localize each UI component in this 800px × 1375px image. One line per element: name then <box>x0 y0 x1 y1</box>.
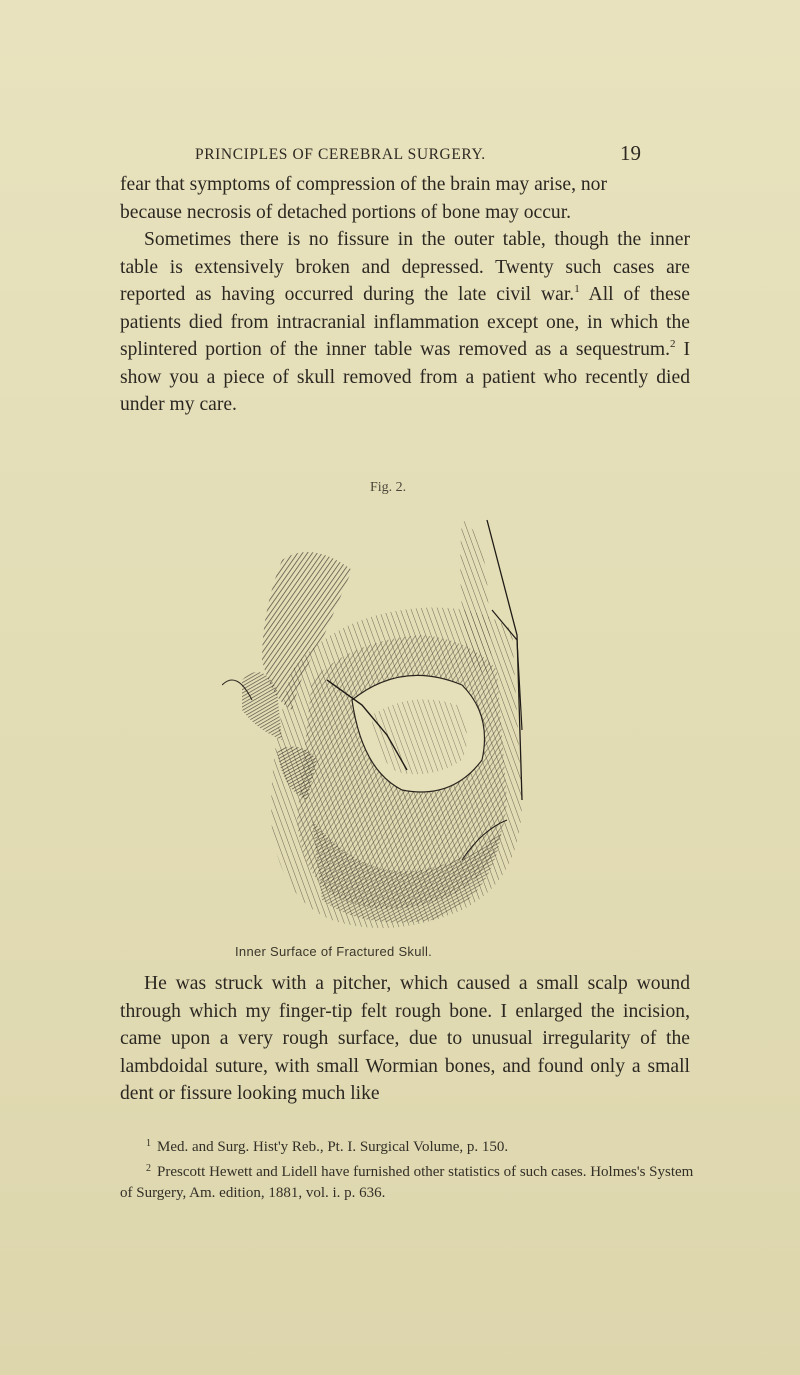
paragraph-text: Sometimes there is no fissure in the outer table, though the inner table is extensively broken and depressed. Twenty such cases are reported as having occurred during the late civil war. <box>120 229 690 305</box>
figure-caption: Inner Surface of Fractured Skull. <box>235 944 433 959</box>
footnote-mark: 1 <box>146 1138 151 1149</box>
paragraph-line: fear that symptoms of compression of the brain may arise, nor <box>120 174 607 195</box>
footnote-ref-1[interactable]: 1 <box>574 283 580 295</box>
footnote-text: Prescott Hewett and Lidell have furnished other statistics of such cases. Holmes's System of Surgery, Am. edition, 1881, vol. i. p. 636. <box>120 1164 694 1201</box>
paragraph <box>120 226 690 419</box>
footnote-ref-2[interactable]: 2 <box>670 338 676 350</box>
paragraph-text: All of these patients died from intracranial inflammation except one, in which the splintered portion of the inner table was removed as a sequestrum. <box>120 284 690 360</box>
skull-engraving-illustration <box>222 500 532 940</box>
top-text-block <box>120 171 690 419</box>
footnote-2 <box>120 1158 700 1204</box>
page-number: 19 <box>620 141 641 165</box>
paragraph-line: because necrosis of detached portions of bone may occur. <box>120 201 572 223</box>
footnotes <box>120 1133 700 1204</box>
footnote-text: Med. and Surg. Hist'y Reb., Pt. I. Surgical Volume, p. 150. <box>157 1139 509 1155</box>
bottom-text-block <box>120 970 690 1108</box>
skull-figure <box>222 500 532 940</box>
paragraph: He was struck with a pitcher, which caused a small scalp wound through which my finger-tip felt rough bone. I enlarged the incision, came upon a very rough surface, due to unusual irregularity of the lambdoidal suture, with small Wormian bones, and found only a small dent or fissure looking much like <box>120 973 690 1104</box>
footnote-mark: 2 <box>146 1163 151 1174</box>
footnote-1 <box>120 1133 700 1158</box>
figure-label: Fig. 2. <box>370 480 407 495</box>
paragraph-text: I show you a piece of skull removed from a patient who recently died under my care. <box>120 339 690 415</box>
running-header: PRINCIPLES OF CEREBRAL SURGERY. <box>195 146 486 163</box>
